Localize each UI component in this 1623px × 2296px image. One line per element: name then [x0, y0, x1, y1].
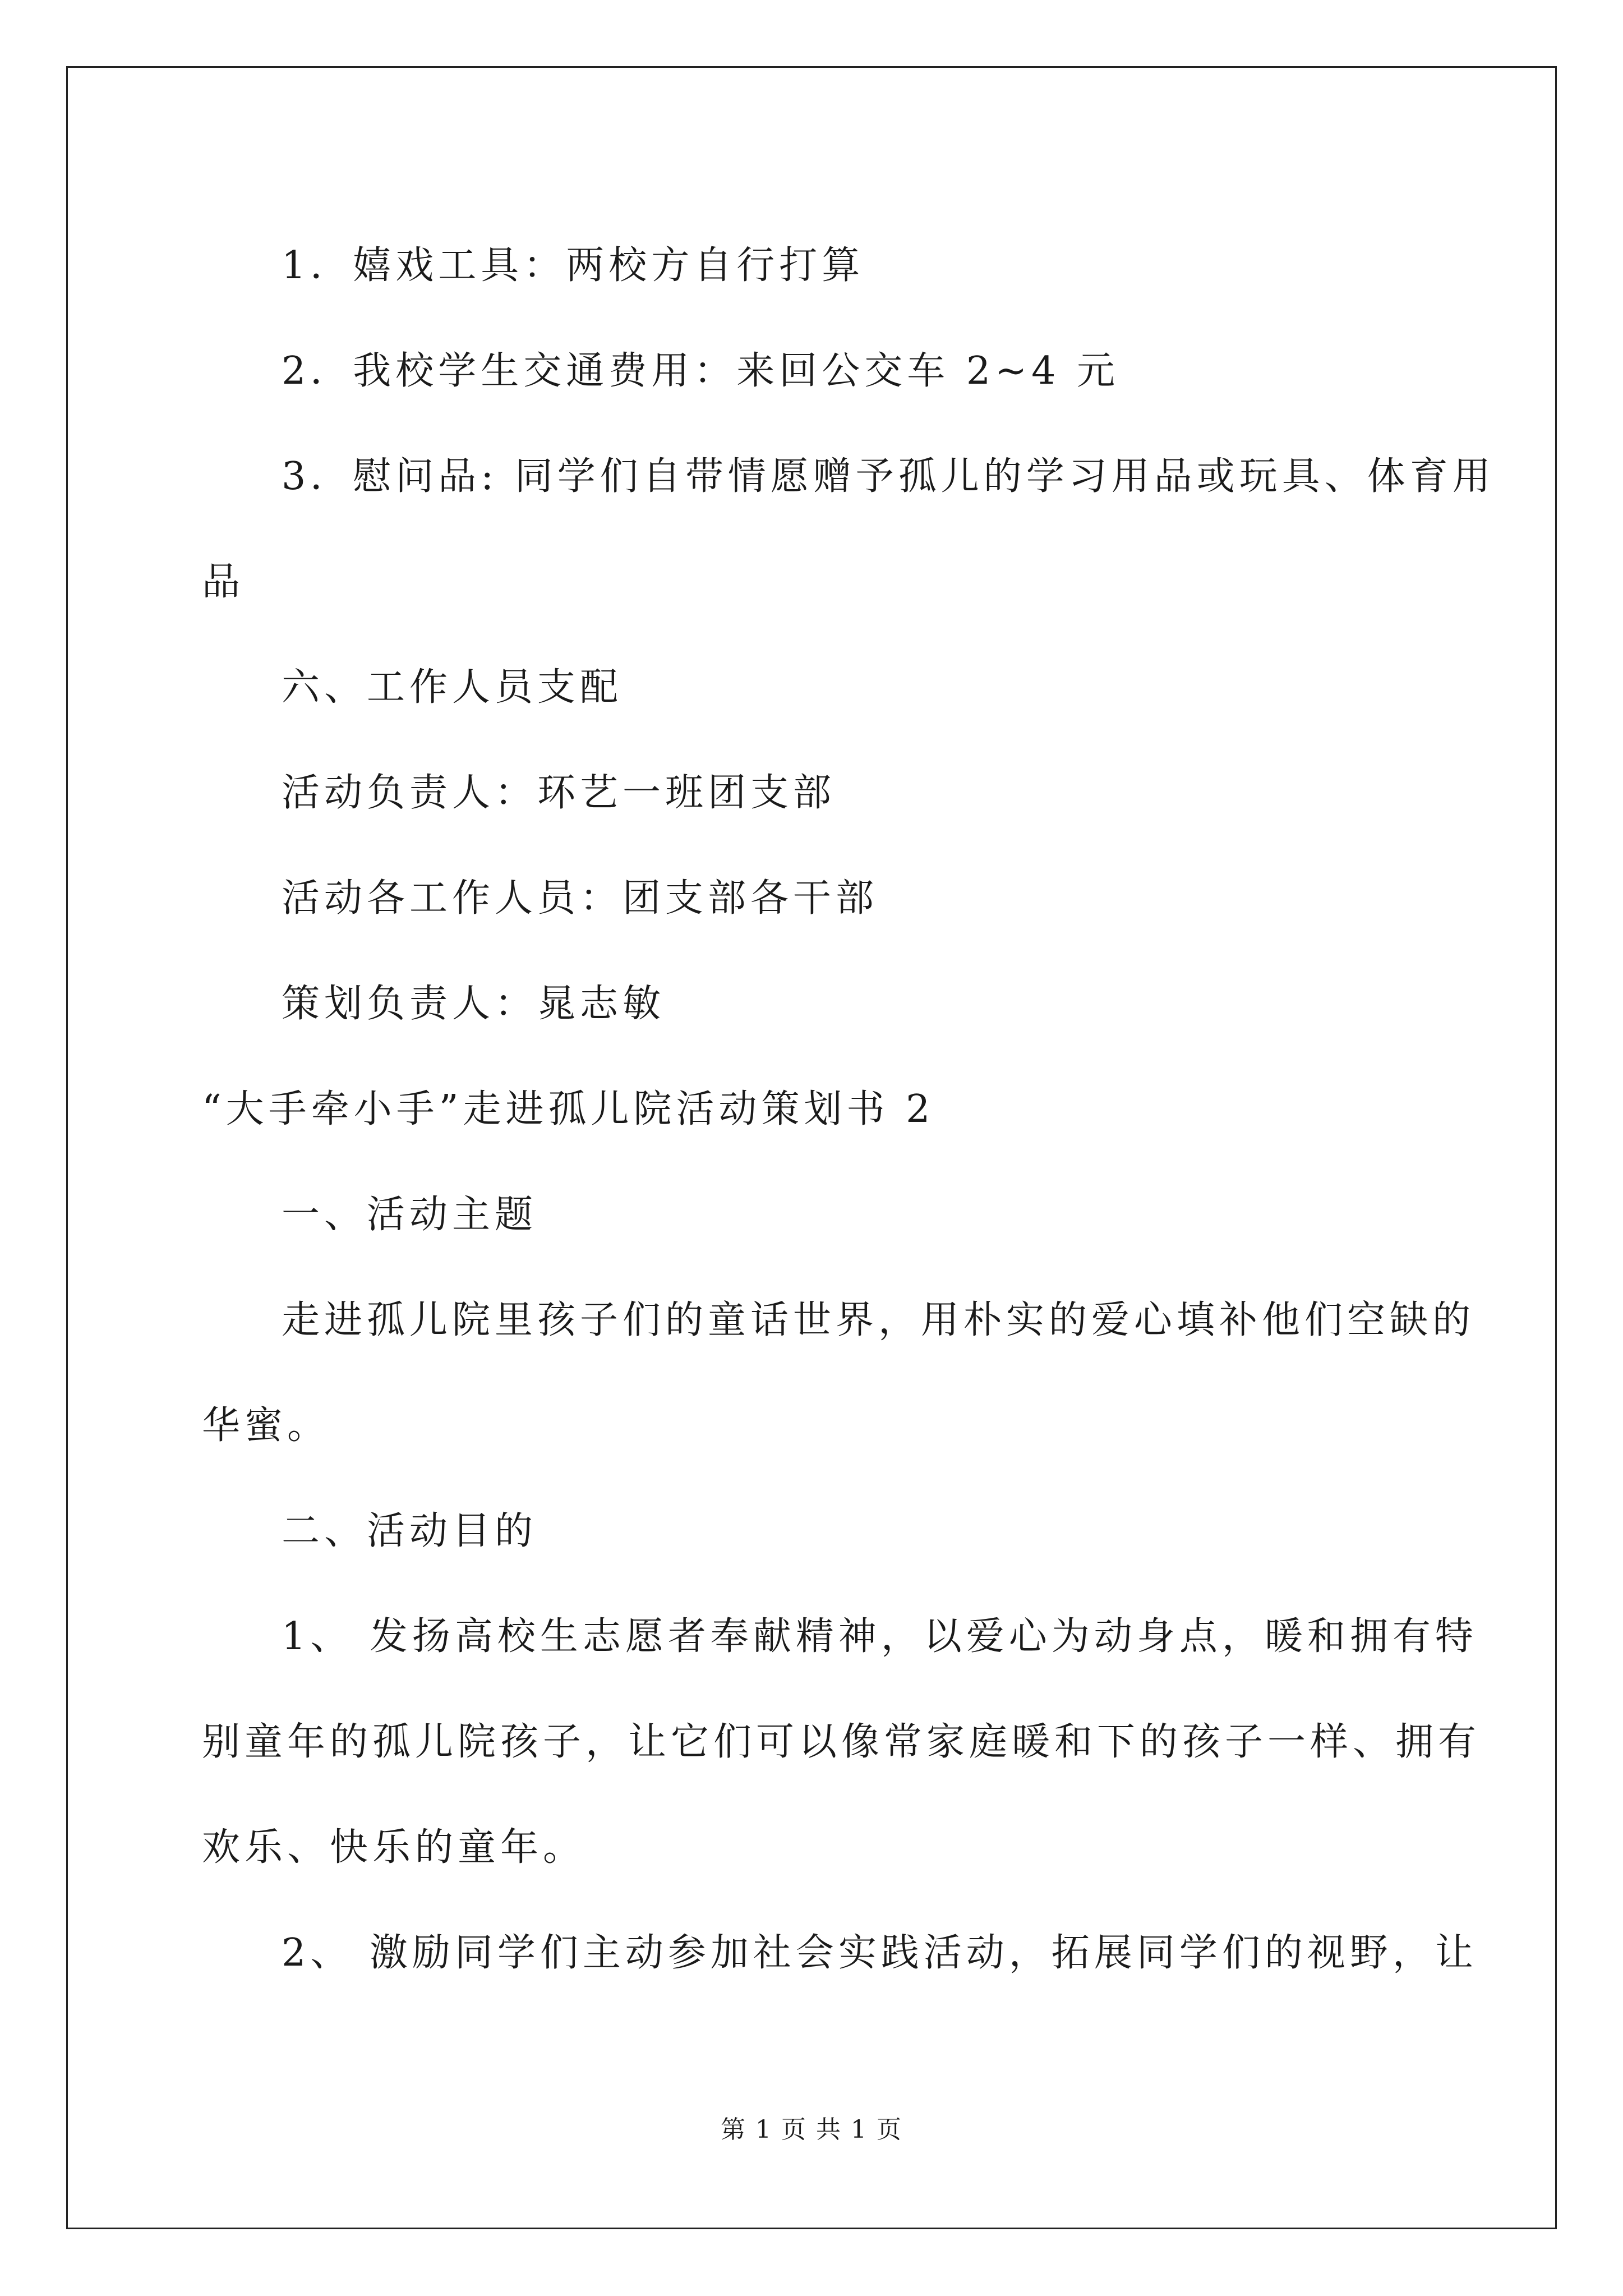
section-heading: 二、活动目的 [282, 1509, 538, 1553]
paragraph: 2．我校学生交通费用：来回公交车 2~4 元 [282, 349, 1119, 393]
paragraph: 1．嬉戏工具：两校方自行打算 [282, 243, 865, 288]
paragraph: 活动各工作人员：团支部各干部 [282, 876, 879, 921]
paragraph: 1、 发扬高校生志愿者奉献精神，以爱心为动身点，暖和拥有特 [282, 1614, 1478, 1659]
paragraph: 品 [202, 560, 245, 604]
paragraph: 2、 激励同学们主动参加社会实践活动，拓展同学们的视野，让 [282, 1931, 1478, 1975]
document-title: “大手牵小手”走进孤儿院活动策划书 2 [202, 1087, 935, 1131]
section-heading: 一、活动主题 [282, 1193, 538, 1237]
paragraph: 策划负责人：晁志敏 [282, 982, 666, 1026]
paragraph: 别童年的孤儿院孩子，让它们可以像常家庭暖和下的孩子一样、拥有 [202, 1720, 1481, 1764]
paragraph: 活动负责人：环艺一班团支部 [282, 771, 836, 815]
paragraph: 华蜜。 [202, 1404, 330, 1448]
page-footer: 第 1 页 共 1 页 [721, 2115, 902, 2144]
paragraph: 欢乐、快乐的童年。 [202, 1825, 586, 1870]
document-body [202, 213, 1495, 2006]
section-heading: 六、工作人员支配 [282, 665, 623, 710]
paragraph: 走进孤儿院里孩子们的童话世界，用朴实的爱心填补他们空缺的 [282, 1298, 1476, 1342]
paragraph: 3．慰问品: 同学们自带情愿赠予孤儿的学习用品或玩具、体育用 [282, 454, 1495, 499]
